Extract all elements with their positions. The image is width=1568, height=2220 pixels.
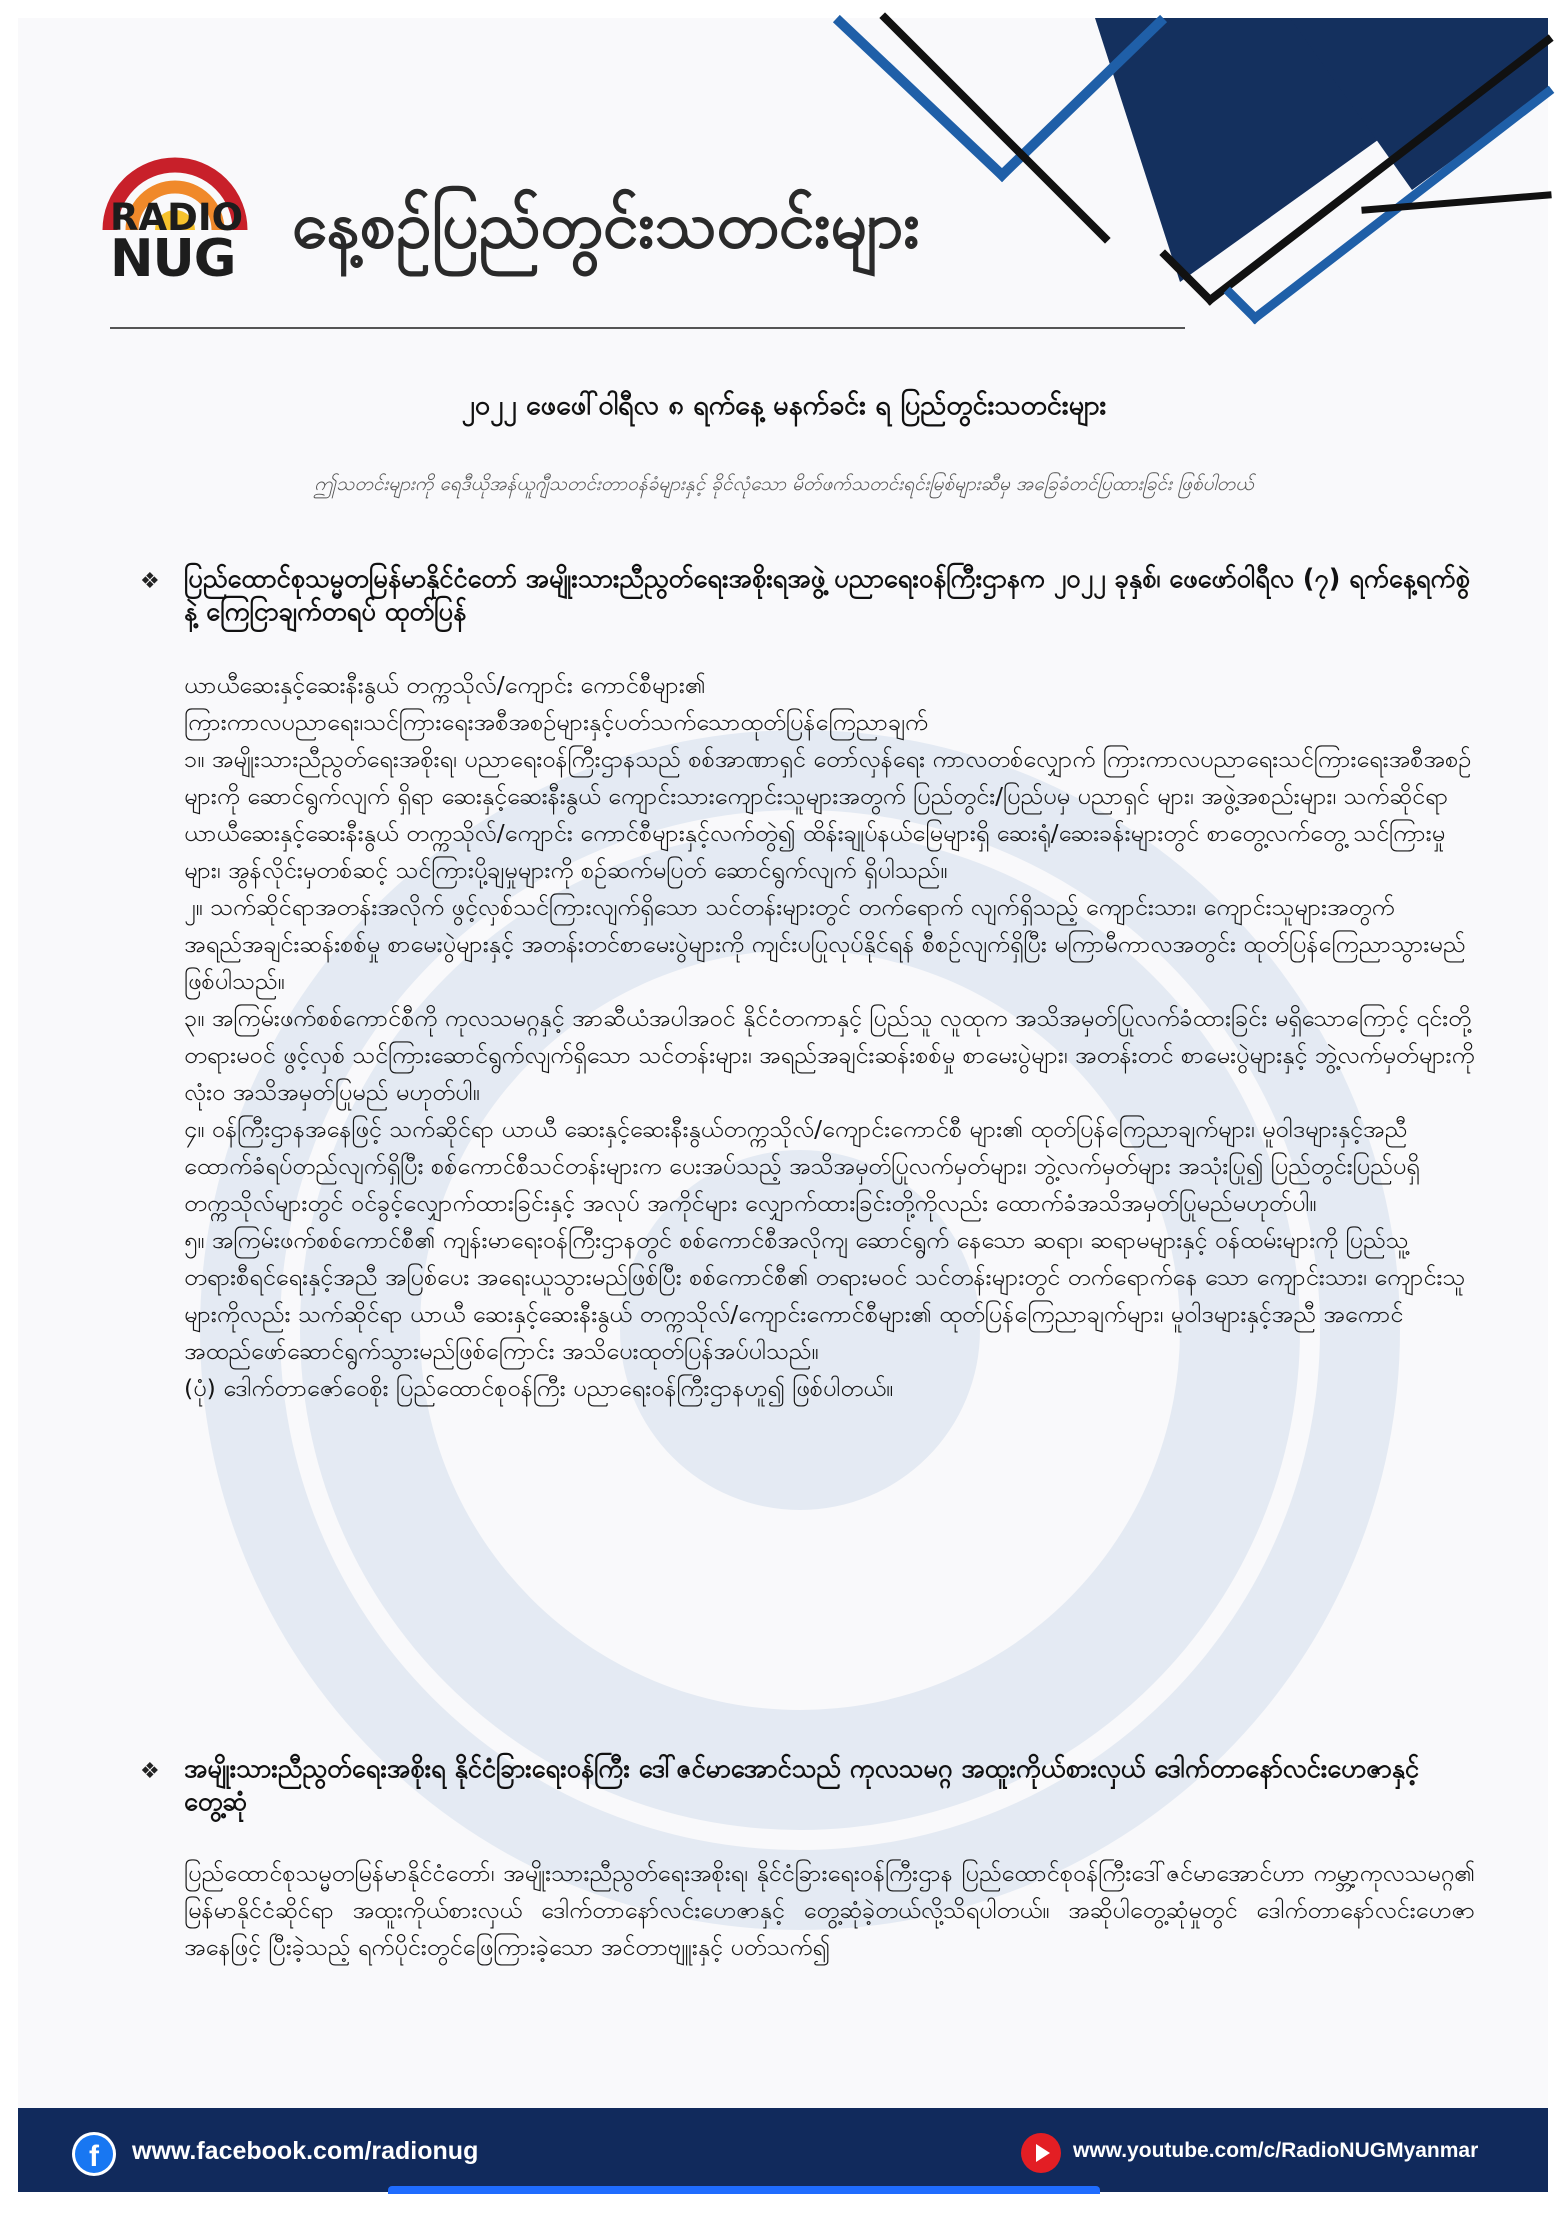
article-paragraph: ယာယီဆေးနှင့်ဆေးနီးနွယ် တက္ကသိုလ်/ကျောင်း ကောင်စီများ၏ ကြားကာလပညာရေး၊သင်ကြားရေးအစီအစဥ်များနှင့်ပတ်သက်သောထုတ်ပြန်ကြေညာချက်: [184, 671, 928, 736]
facebook-link[interactable]: www.facebook.com/radionug: [132, 2137, 479, 2165]
date-heading: ၂၀၂၂ ဖေဖေါ်ဝါရီလ ၈ ရက်နေ့ မနက်ခင်း ရ ပြည်တွင်းသတင်းများ: [461, 390, 1107, 421]
news-article-2: [140, 1753, 1475, 1966]
article-paragraph: ၄။ ဝန်ကြီးဌာနအနေဖြင့် သက်ဆိုင်ရာ ယာယီ ဆေးနှင့်ဆေးနီးနွယ်တက္ကသိုလ်/ကျောင်းကောင်စီ များ၏ ထုတ်ပြန်ကြေညာချက်များ၊ မူဝါဒများနှင့်အညီ ထောက်ခံရပ်တည်လျက်ရှိပြီး စစ်ကောင်စီသင်တန်းများက ပေးအပ်သည့် အသိအမှတ်ပြုလက်မှတ်များ၊ ဘွဲ့လက်မှတ်များ အသုံးပြု၍ ပြည်တွင်းပြည်ပရှိ တက္ကသိုလ်များတွင် ဝင်ခွင့်လျှောက်ထားခြင်းနှင့် အလုပ် အကိုင်များ လျှောက်ထားခြင်းတို့ကိုလည်း ထောက်ခံအသိအမှတ်ပြုမည်မဟုတ်ပါ။: [184, 1115, 1420, 1217]
article-headline-text: ပြည်ထောင်စုသမ္မတမြန်မာနိုင်ငံတော် အမျိုးသားညီညွတ်ရေးအစိုးရအဖွဲ့ ပညာရေးဝန်ကြီးဌာနက ၂၀၂၂ ခုနှစ်၊ ဖေဖော်ဝါရီလ (၇) ရက်နေ့ရက်စွဲနဲ့ ကြေငြာချက်တရပ် ထုတ်ပြန်: [184, 564, 1470, 627]
article-headline: [140, 1753, 1475, 1819]
article-paragraph: ၅။ အကြမ်းဖက်စစ်ကောင်စီ၏ ကျန်းမာရေးဝန်ကြီးဌာနတွင် စစ်ကောင်စီအလိုကျ ဆောင်ရွက် နေသော ဆရာ၊ ဆရာမများနှင့် ဝန်ထမ်းများကို ပြည်သူ့တရားစီရင်ရေးနှင့်အညီ အပြစ်ပေး အရေးယူသွားမည်ဖြစ်ပြီး စစ်ကောင်စီ၏ တရားမဝင် သင်တန်းများတွင် တက်ရောက်နေ သော ကျောင်းသား၊ ကျောင်းသူများကိုလည်း သက်ဆိုင်ရာ ယာယီ ဆေးနှင့်ဆေးနီးနွယ် တက္ကသိုလ်/ကျောင်းကောင်စီများ၏ ထုတ်ပြန်ကြေညာချက်များ၊ မူဝါဒများနှင့်အညီ အကောင် အထည်ဖော်ဆောင်ရွက်သွားမည်ဖြစ်ကြောင်း အသိပေးထုတ်ပြန်အပ်ပါသည်။: [184, 1226, 1466, 1365]
diamond-bullet-icon: ❖: [140, 1759, 160, 1784]
article-paragraph: (ပုံ) ဒေါက်တာဇော်ဝေစိုး ပြည်ထောင်စုဝန်ကြီး ပညာရေးဝန်ကြီးဌာနဟူ၍ ဖြစ်ပါတယ်။: [184, 1374, 894, 1402]
facebook-icon[interactable]: f: [72, 2132, 116, 2176]
logo-line2: NUG: [110, 229, 236, 290]
diamond-bullet-icon: ❖: [140, 569, 160, 594]
youtube-icon[interactable]: [1021, 2133, 1061, 2173]
article-paragraph: ၁။ အမျိုးသားညီညွတ်ရေးအစိုးရ၊ ပညာရေးဝန်ကြီးဌာနသည် စစ်အာဏာရှင် တော်လှန်ရေး ကာလတစ်လျှောက် ကြားကာလပညာရေးသင်ကြားရေးအစီအစဉ်များကို ဆောင်ရွက်လျက် ရှိရာ ဆေးနှင့်ဆေးနီးနွယ် ကျောင်းသားကျောင်းသူများအတွက် ပြည်တွင်း/ပြည်ပမှ ပညာရှင် များ၊ အဖွဲ့အစည်းများ၊ သက်ဆိုင်ရာ ယာယီဆေးနှင့်ဆေးနီးနွယ် တက္ကသိုလ်/ကျောင်း ကောင်စီများနှင့်လက်တွဲ၍ ထိန်းချုပ်နယ်မြေများရှိ ဆေးရုံ/ဆေးခန်းများတွင် စာတွေ့လက်တွေ့ သင်ကြားမှုများ၊ အွန်လိုင်းမှတစ်ဆင့် သင်ကြားပို့ချမှုများကို စဉ်ဆက်မပြတ် ဆောင်ရွက်လျက် ရှိပါသည်။: [184, 745, 1472, 884]
source-disclaimer: ဤသတင်းများကို ရေဒီယိုအန်ယူဂျီသတင်းတာဝန်ခံများနှင့် ခိုင်လုံသော မိတ်ဖက်သတင်းရင်းမြစ်များဆီမှ အခြေခံတင်ပြထားခြင်း ဖြစ်ပါတယ်: [314, 473, 1254, 495]
article-body: [184, 1855, 1475, 1966]
footer-accent-strip: [388, 2186, 1100, 2194]
news-article-1: [140, 563, 1475, 1407]
article-headline: [140, 563, 1475, 629]
logo-wordmark: [110, 196, 244, 290]
page-title: နေ့စဉ်ပြည်တွင်းသတင်းများ: [292, 189, 920, 263]
header-divider: [110, 327, 1185, 329]
article-paragraph: ၂။ သက်ဆိုင်ရာအတန်းအလိုက် ဖွင့်လှစ်သင်ကြားလျက်ရှိသော သင်တန်းများတွင် တက်ရောက် လျက်ရှိသည့် ကျောင်းသား၊ ကျောင်းသူများအတွက် အရည်အချင်းဆန်းစစ်မှု စာမေးပွဲများနှင့် အတန်းတင်စာမေးပွဲများကို ကျင်းပပြုလုပ်နိုင်ရန် စီစဉ်လျက်ရှိပြီး မကြာမီကာလအတွင်း ထုတ်ပြန်ကြေညာသွားမည်ဖြစ်ပါသည်။: [184, 893, 1466, 995]
logo-line1: RADIO: [110, 196, 244, 239]
article-body: [184, 667, 1475, 1407]
article-headline-text: အမျိုးသားညီညွတ်ရေးအစိုးရ နိုင်ငံခြားရေးဝန်ကြီး ဒေါ်ဇင်မာအောင်သည် ကုလသမဂ္ဂ အထူးကိုယ်စားလှယ် ဒေါက်တာနော်လင်းဟေဇာနှင့် တွေ့ဆုံ: [184, 1754, 1420, 1817]
article-paragraph: ၃။ အကြမ်းဖက်စစ်ကောင်စီကို ကုလသမဂ္ဂနှင့် အာဆီယံအပါအဝင် နိုင်ငံတကာနှင့် ပြည်သူ လူထုက အသိအမှတ်ပြုလက်ခံထားခြင်း မရှိသောကြောင့် ၎င်းတို့ တရားမဝင် ဖွင့်လှစ် သင်ကြားဆောင်ရွက်လျက်ရှိသော သင်တန်းများ၊ အရည်အချင်းဆန်းစစ်မှု စာမေးပွဲများ၊ အတန်းတင် စာမေးပွဲများနှင့် ဘွဲ့လက်မှတ်များကို လုံးဝ အသိအမှတ်ပြုမည် မဟုတ်ပါ။: [184, 1004, 1475, 1106]
article-paragraph: ပြည်ထောင်စုသမ္မတမြန်မာနိုင်ငံတော်၊ အမျိုးသားညီညွတ်ရေးအစိုးရ၊ နိုင်ငံခြားရေးဝန်ကြီးဌာန ပြည်ထောင်စုဝန်ကြီးဒေါ်ဇင်မာအောင်ဟာ ကမ္ဘာ့ကုလသမဂ္ဂ၏ မြန်မာနိုင်ငံဆိုင်ရာ အထူးကိုယ်စားလှယ် ဒေါက်တာနော်လင်းဟေဇာနှင့် တွေ့ဆုံခဲ့တယ်လို့သိရပါတယ်။ အဆိုပါတွေ့ဆုံမှုတွင် ဒေါက်တာနော်လင်းဟေဇာအနေဖြင့် ပြီးခဲ့သည့် ရက်ပိုင်းတွင်ဖြေကြားခဲ့သော အင်တာဗျူးနှင့် ပတ်သက်၍: [184, 1859, 1475, 1961]
youtube-link[interactable]: www.youtube.com/c/RadioNUGMyanmar: [1073, 2139, 1479, 2162]
